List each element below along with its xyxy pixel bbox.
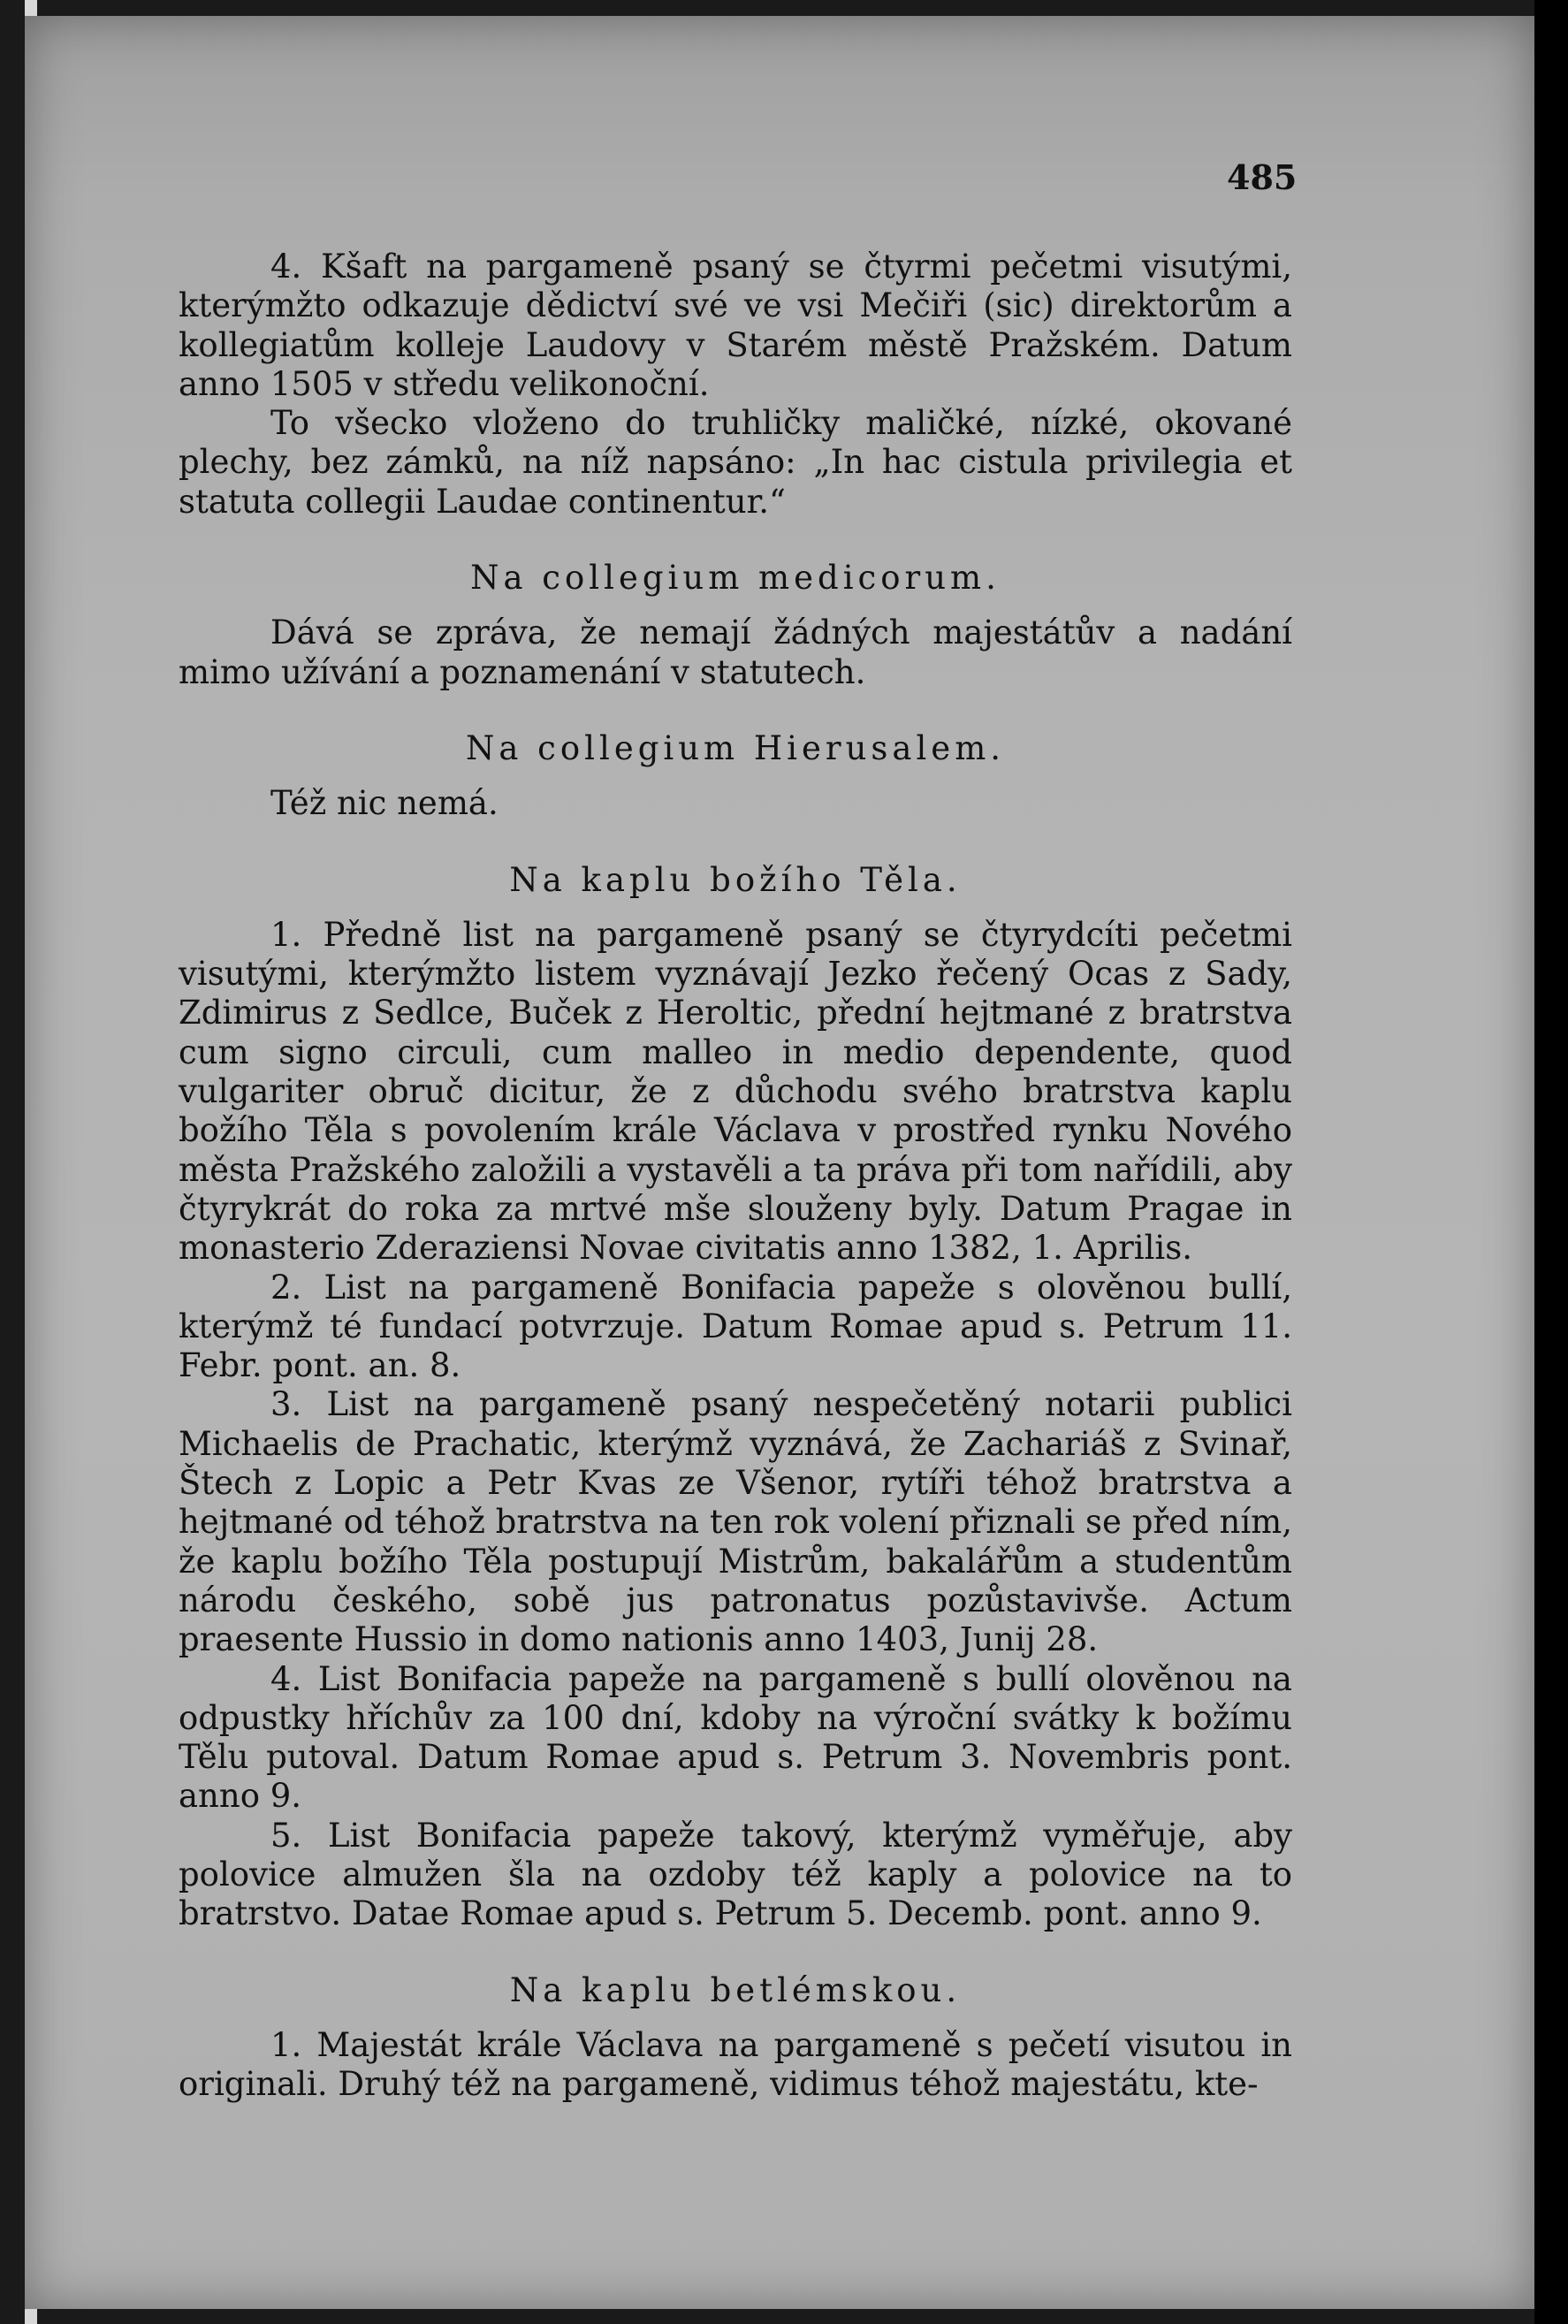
paragraph-kaple-2: 2. List na pargameně Bonifacia papeže s olověnou bullí, kterýmž té fundací potvrzuje. Datum Romae apud s. Petrum 11. Febr. pont. an. 8. <box>179 1268 1292 1385</box>
paragraph-kaple-1: 1. Předně list na pargameně psaný se čtyrydcíti pečetmi visutými, kterýmžto listem vyznávají Jezko řečený Ocas z Sady, Zdimirus z Sedlce, Buček z Heroltic, přední hejtmané z bratrstva cum signo circuli, cum malleo in medio dependente, quod vulgariter obruč dicitur, že z důchodu svého bratrstva kaplu božího Těla s povolením krále Václava v prostřed rynku Nového města Pražského založili a vystavěli a ta práva při tom nařídili, aby čtyrykrát do roka za mrtvé mše slouženy byly. Datum Pragae in monasterio Zderaziensi Novae civitatis anno 1382, 1. Aprilis. <box>179 915 1292 1268</box>
paragraph-hierusalem: Též nic nemá. <box>270 784 499 823</box>
paragraph-kaple-3: 3. List na pargameně psaný nespečetěný notarii publici Michaelis de Prachatic, kterýmž vyznává, že Zachariáš z Svinař, Štech z Lopic a Petr Kvas ze Všenor, rytíři téhož bratrstva a hejtmané od téhož bratrstva na ten rok volení přiznali se před ním, že kaplu božího Těla postupují Mistrům, bakalářům a studentům národu českého, sobě jus patronatus pozůstavivše. Actum praesente Hussio in domo nationis anno 1403, Junij 28. <box>179 1385 1292 1659</box>
scan-right-border <box>1534 0 1568 2324</box>
heading-kaple-betlemska: Na kaplu betlémskou. <box>509 1970 962 2009</box>
page-number: 485 <box>1227 157 1298 197</box>
heading-collegium-hierusalem: Na collegium Hierusalem. <box>465 728 1006 767</box>
heading-collegium-medicorum: Na collegium medicorum. <box>470 559 1001 598</box>
page-body <box>179 248 1292 2104</box>
paragraph-truhlicka: To všecko vloženo do truhličky maličké, nízké, okované plechy, bez zámků, na níž napsáno: „In hac cistula privilegia et statuta collegii Laudae continentur.“ <box>179 404 1292 521</box>
paragraph-medicorum: Dává se zpráva, že nemají žádných majestátův a nadání mimo užívání a poznamenání v statutech. <box>179 613 1292 691</box>
heading-kaple-bozi-telo: Na kaplu božího Těla. <box>509 860 962 899</box>
paragraph-kaple-4: 4. List Bonifacia papeže na pargameně s bullí olověnou na odpustky hříchův za 100 dní, kdoby na výroční svátky k božímu Tělu putoval. Datum Romae apud s. Petrum 3. Novembris pont. anno 9. <box>179 1659 1292 1816</box>
paragraph-kaple-5: 5. List Bonifacia papeže takový, kterýmž vyměřuje, aby polovice almužen šla na ozdoby též kaply a polovice na to bratrstvo. Datae Romae apud s. Petrum 5. Decemb. pont. anno 9. <box>179 1816 1292 1933</box>
paragraph-betlem-1: 1. Majestát krále Václava na pargameně s pečetí visutou in originali. Druhý též na pargameně, vidimus téhož majestátu, kte- <box>179 2025 1292 2104</box>
paragraph-kšaft: 4. Kšaft na pargameně psaný se čtyrmi pečetmi visutými, kterýmžto odkazuje dědictví své ve vsi Mečiři (sic) direktorům a kollegiatům kolleje Laudovy v Starém městě Pražském. Datum anno 1505 v středu velikonoční. <box>179 248 1292 403</box>
